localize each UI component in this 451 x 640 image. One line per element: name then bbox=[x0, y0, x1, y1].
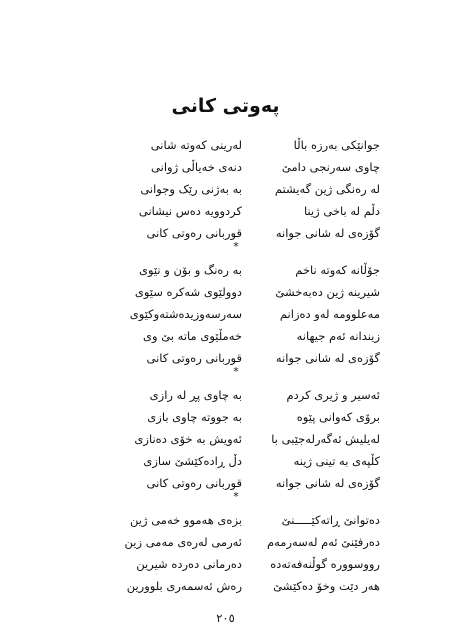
stanza-1 bbox=[92, 134, 380, 244]
verse-hemistich-first: چاوی سەرنجی دامێ bbox=[281, 160, 380, 174]
verse-hemistich-second: ئەویش بە خۆی دەنازی bbox=[134, 432, 242, 446]
verse-hemistich-second: خەمڵێوی ماتە بێ وی bbox=[143, 329, 242, 343]
verse-line bbox=[92, 384, 380, 406]
verse-line bbox=[92, 553, 380, 575]
verse-hemistich-first: هەر دێت وخۆ دەکێشێ bbox=[273, 579, 380, 593]
verse-hemistich-second: بە بەژنی رێک وجوانی bbox=[140, 182, 242, 196]
page-number: ٢٠٥ bbox=[216, 611, 235, 625]
verse-hemistich-first: دەرفێنێ ئەم لەسەرمەم bbox=[267, 535, 380, 549]
stanza-4 bbox=[92, 509, 380, 597]
verse-hemistich-first: دڵم لە باخی ژینا bbox=[303, 204, 380, 218]
stanza-separator: * bbox=[233, 240, 239, 253]
verse-hemistich-second: بە چاوی پڕ لە رازی bbox=[149, 388, 242, 402]
verse-hemistich-second: دەرمانی دەردە شیرین bbox=[136, 557, 242, 571]
verse-hemistich-first: گۆزەی لە شانی جوانە bbox=[275, 476, 380, 490]
verse-line bbox=[92, 259, 380, 281]
verse-line bbox=[92, 406, 380, 428]
verse-hemistich-first: گۆزەی لە شانی جوانە bbox=[275, 226, 380, 240]
verse-hemistich-first: لەیلیش ئەگەرلەجێبی با bbox=[271, 432, 380, 446]
stanza-separator: * bbox=[233, 490, 239, 503]
stanza-2 bbox=[92, 259, 380, 369]
verse-line bbox=[92, 178, 380, 200]
verse-hemistich-second: قوربانی رەوتی کانی bbox=[146, 476, 242, 490]
stanza-3 bbox=[92, 384, 380, 494]
verse-hemistich-second: رەش ئەسمەری بلوورین bbox=[126, 579, 242, 593]
verse-hemistich-second: دنەی خەیاڵی ژوانی bbox=[151, 160, 242, 174]
verse-line bbox=[92, 303, 380, 325]
verse-line bbox=[92, 509, 380, 531]
verse-hemistich-first: شیرینە ژین دەبەخشێ bbox=[275, 285, 380, 299]
verse-hemistich-second: دوولێوی شەکرە سێوی bbox=[134, 285, 242, 299]
verse-hemistich-first: رووسووره گوڵنەفەتەدە bbox=[270, 557, 380, 571]
verse-hemistich-second: بزەی هەموو خەمی ژین bbox=[130, 513, 242, 527]
verse-line bbox=[92, 450, 380, 472]
verse-hemistich-second: بە رەنگ و بۆن و نێوی bbox=[138, 263, 242, 277]
verse-line bbox=[92, 531, 380, 553]
verse-line bbox=[92, 428, 380, 450]
verse-hemistich-first: دەتوانێ ڕاتەکێـــــنێ bbox=[281, 513, 380, 527]
verse-line bbox=[92, 325, 380, 347]
poem-body bbox=[92, 134, 380, 597]
verse-hemistich-first: ئەسیر و ژیری کردم bbox=[286, 388, 380, 402]
verse-hemistich-first: مەعلوومە لەو دەزانم bbox=[279, 307, 380, 321]
verse-line bbox=[92, 156, 380, 178]
verse-hemistich-first: زیندانە ئەم جیهانە bbox=[296, 329, 380, 343]
verse-hemistich-first: جۆڵانە کەوتە ناخم bbox=[295, 263, 380, 277]
verse-hemistich-second: قوربانی رەوتی کانی bbox=[146, 351, 242, 365]
verse-line bbox=[92, 281, 380, 303]
poem-title: پەوتی کانی bbox=[171, 95, 280, 117]
verse-line bbox=[92, 200, 380, 222]
verse-line bbox=[92, 134, 380, 156]
verse-hemistich-first: برۆی کەوانی پێوە bbox=[296, 410, 380, 424]
verse-hemistich-first: گۆزەی لە شانی جوانە bbox=[275, 351, 380, 365]
verse-hemistich-second: سەرسەوزیدەشتەوکێوی bbox=[129, 307, 242, 321]
verse-hemistich-second: لەرینی کەوتە شانی bbox=[150, 138, 242, 152]
verse-hemistich-second: قوربانی رەوتی کانی bbox=[146, 226, 242, 240]
verse-hemistich-first: لە رەنگی ژین گەیشتم bbox=[274, 182, 380, 196]
verse-hemistich-second: ئەرمی لەرەی مەمی زین bbox=[124, 535, 242, 549]
verse-hemistich-second: دڵ ڕادەکێشێ سازی bbox=[143, 454, 242, 468]
stanza-separator: * bbox=[233, 365, 239, 378]
verse-hemistich-first: کڵپەی بە تینی ژینە bbox=[293, 454, 380, 468]
verse-hemistich-second: بە جووتە چاوی بازی bbox=[147, 410, 242, 424]
verse-hemistich-first: جوانێکی بەرزە باڵا bbox=[293, 138, 380, 152]
verse-line bbox=[92, 575, 380, 597]
verse-hemistich-second: کردوویە دەس نیشانی bbox=[138, 204, 242, 218]
